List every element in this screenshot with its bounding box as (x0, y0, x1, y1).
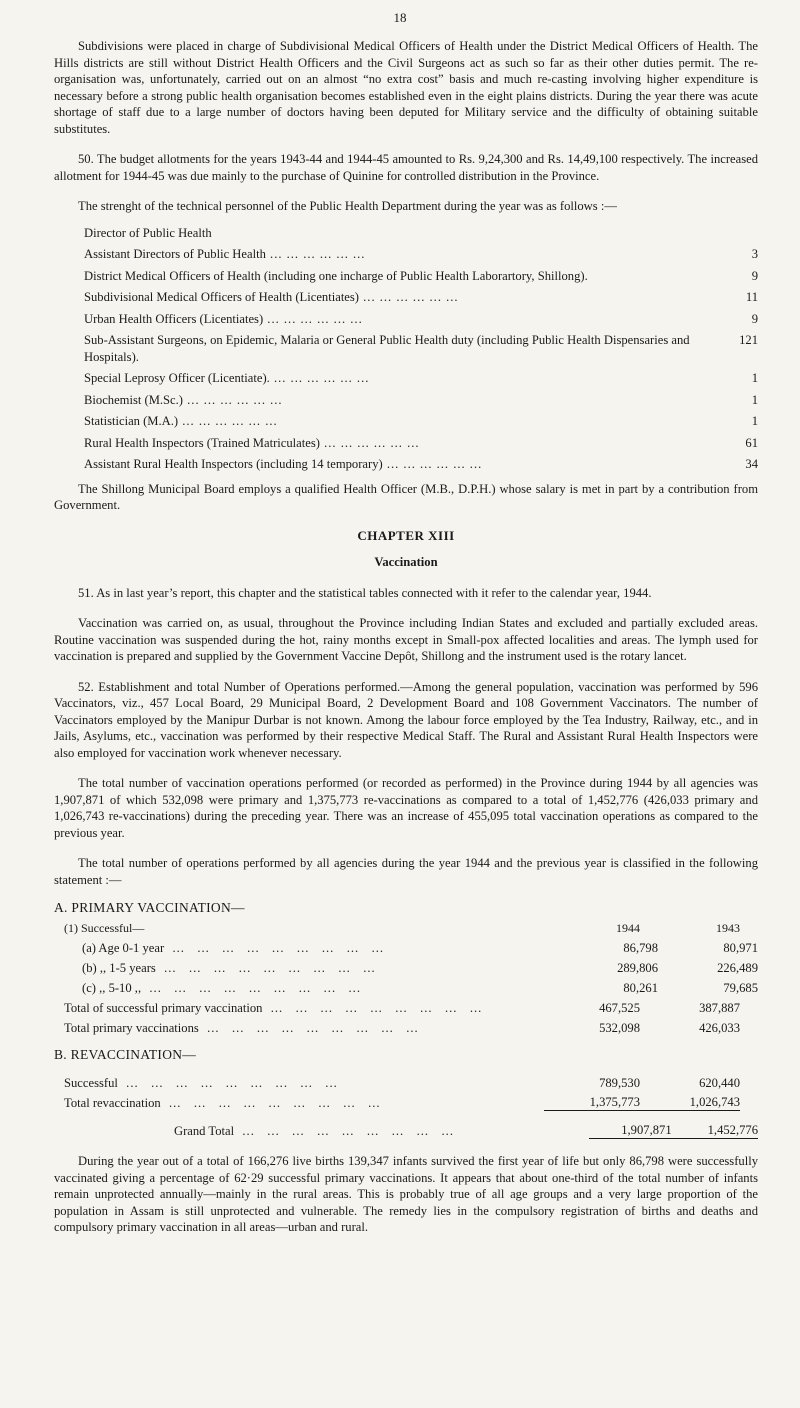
vaccination-paragraph: Vaccination was carried on, as usual, throughout the Province including Indian States and excluded and partially excluded areas. Routine vaccination was suspended during the hot, rainy months except in Small-pox affected localities and areas. The lymph used for vaccination is prepared and supplied by the Government Vaccine Depôt, Shillong and the instrument used is the rotary lancet. (54, 616, 758, 663)
staff-row (84, 246, 758, 263)
staff-row (84, 435, 758, 452)
shillong-note: The Shillong Municipal Board employs a qualified Health Officer (M.B., D.P.H.) whose salary is met in part by a contribution from Government. (54, 481, 758, 512)
chapter-title: CHAPTER XIII (357, 527, 455, 543)
staff-label: Rural Health Inspectors (Trained Matriculates) ... (84, 435, 724, 452)
staff-row (84, 392, 758, 409)
value-1943: 387,887 (699, 1001, 740, 1015)
table-row (54, 937, 758, 957)
value-1943: 226,489 (717, 961, 758, 975)
staff-row (84, 311, 758, 328)
value-1943: 79,685 (723, 981, 758, 995)
staff-count: 1 (751, 414, 758, 428)
table-row (54, 1071, 758, 1091)
total-operations-paragraph: The total number of vaccination operations performed (or recorded as performed) in the Province during 1944 by all agencies was 1,907,871 of which 532,098 were primary and 1,375,773 re-vaccinations as compared to a total of 1,452,776 (426,033 primary and 1,026,743 re-vaccinations) during the preceding year. There was an increase of 455,095 total vaccination operations as compared to the previous year. (54, 776, 758, 840)
value-1943: 426,033 (699, 1021, 740, 1035)
staff-count: 9 (751, 268, 758, 283)
staff-count: 61 (745, 435, 758, 450)
staff-row (84, 456, 758, 473)
row-label: (a) Age 0-1 year ... (54, 940, 562, 957)
staff-count: 1 (751, 371, 758, 385)
staff-count: 34 (745, 457, 758, 471)
row-label: Successful ... (54, 1075, 544, 1092)
table-row (54, 997, 758, 1017)
row-label: Total primary vaccinations ... (54, 1020, 544, 1037)
staff-label: Assistant Directors of Public Health ... (84, 246, 724, 263)
staff-count: 11 (745, 290, 758, 304)
staff-label: District Medical Officers of Health (including one incharge of Public Health Laborartory, Shillong). (84, 268, 588, 283)
column-header-1944: 1944 (616, 921, 640, 935)
staff-row (84, 225, 758, 242)
table-header-row (54, 917, 758, 937)
successful-label: (1) Successful— (64, 921, 145, 935)
page-number: 18 (393, 10, 407, 25)
staff-count: 121 (739, 333, 758, 347)
staff-count: 9 (751, 311, 758, 326)
value-1944: 1,375,773 (544, 1094, 640, 1112)
intro-paragraph: Subdivisions were placed in charge of Subdivisional Medical Officers of Health under the District Medical Officers of Health. The Hills districts are still without District Health Officers and the Civil Surgeons act as such so far as their other duties permit. The re-organisation was, unfortunately, carried out on an almost “no extra cost” basis and much re-casting involving higher expenditure is necessary before a strong public health organisation becomes established even in the eight plains districts. During the year there was acute shortage of staff due to a large number of doctors having been deputed for Military service and the difficulty of obtaining suitable substitutes. (54, 39, 758, 136)
row-label: Total revaccination ... (54, 1095, 544, 1112)
strength-intro: The strenght of the technical personnel of the Public Health Department during the year was as follows :— (78, 199, 617, 213)
staff-row (84, 268, 758, 285)
staff-count: 3 (751, 247, 758, 261)
value-1944: 289,806 (617, 961, 658, 975)
page-content (54, 38, 758, 1236)
grand-total-1943: 1,452,776 (672, 1122, 758, 1140)
grand-total-1944: 1,907,871 (589, 1122, 672, 1140)
value-1944: 532,098 (599, 1021, 640, 1035)
final-paragraph: During the year out of a total of 166,276 live births 139,347 infants survived the first year of life but only 86,798 were successfully vaccinated giving a percentage of 62·29 successful primary vaccinations. It appears that about one-third of the total number of infants remain unprotected annually—mainly in the rural areas. This is probably true of all age groups and a very large proportion of the population in Assam is still unprotected and vulnerable. The remedy lies in the compulsory registration of births and deaths and compulsory primary vaccination in all areas—urban and rural. (54, 1154, 758, 1234)
table-row (54, 1091, 758, 1111)
staff-list (84, 225, 758, 473)
section-a-heading: A. PRIMARY VACCINATION— (54, 900, 245, 915)
value-1943: 80,971 (723, 941, 758, 955)
staff-label: Biochemist (M.Sc.) ... (84, 392, 724, 409)
row-label: Total of successful primary vaccination ... (54, 1000, 544, 1017)
value-1944: 80,261 (623, 981, 658, 995)
staff-label: Subdivisional Medical Officers of Health (Licentiates) ... (84, 289, 724, 306)
value-1944: 789,530 (599, 1075, 640, 1090)
staff-label: Assistant Rural Health Inspectors (including 14 temporary) ... (84, 456, 724, 473)
value-1944: 467,525 (599, 1001, 640, 1015)
value-1943: 1,026,743 (640, 1094, 740, 1112)
value-1943: 620,440 (699, 1075, 740, 1090)
staff-row (84, 332, 758, 365)
staff-row (84, 413, 758, 430)
vaccination-table (54, 900, 758, 1139)
staff-label: Director of Public Health (84, 225, 212, 240)
chapter-subtitle: Vaccination (374, 555, 438, 569)
staff-label: Sub-Assistant Surgeons, on Epidemic, Malaria or General Public Health duty (including Public Health Dispensaries and Hospitals). (84, 333, 690, 364)
grand-total-label: Grand Total ... (54, 1123, 589, 1140)
paragraph-52: 52. Establishment and total Number of Operations performed.—Among the general population, vaccination was performed by 596 Vaccinators, viz., 457 Local Board, 29 Municipal Board, 2 Development Board and 108 Government Vaccinators. The number of Vaccinators employed by the Manipur Durbar is not known. Among the labour force employed by the Tea Industry, Railway, etc., and in Jails, Asylums, etc., vaccination was performed by their respective Medical Staff. The Rural and Assistant Rural Health Inspectors were also employed for vaccination work whenever necessary. (54, 679, 758, 760)
staff-label: Special Leprosy Officer (Licentiate). ... (84, 370, 724, 387)
staff-label: Urban Health Officers (Licentiates) ... (84, 311, 724, 328)
column-header-1943: 1943 (716, 921, 740, 935)
grand-total-row (54, 1119, 758, 1139)
staff-count: 1 (751, 392, 758, 407)
row-label: (c) ,, 5-10 ,, ... (54, 980, 562, 997)
section-b-heading: B. REVACCINATION— (54, 1046, 197, 1062)
classified-paragraph: The total number of operations performed by all agencies during the year 1944 and the previous year is classified in the following statement :— (54, 856, 758, 887)
staff-row (84, 370, 758, 387)
table-row (54, 977, 758, 997)
staff-row (84, 289, 758, 306)
row-label: (b) ,, 1-5 years ... (54, 960, 562, 977)
paragraph-50: 50. The budget allotments for the years 1943-44 and 1944-45 amounted to Rs. 9,24,300 and Rs. 14,49,100 respectively. The increased allotment for 1944-45 was due mainly to the purchase of Quinine for controlled distribution in the Province. (54, 152, 758, 183)
table-row (54, 957, 758, 977)
value-1944: 86,798 (623, 941, 658, 955)
table-row (54, 1017, 758, 1037)
paragraph-51: 51. As in last year’s report, this chapter and the statistical tables connected with it refer to the calendar year, 1944. (78, 585, 652, 600)
staff-label: Statistician (M.A.) ... (84, 413, 724, 430)
